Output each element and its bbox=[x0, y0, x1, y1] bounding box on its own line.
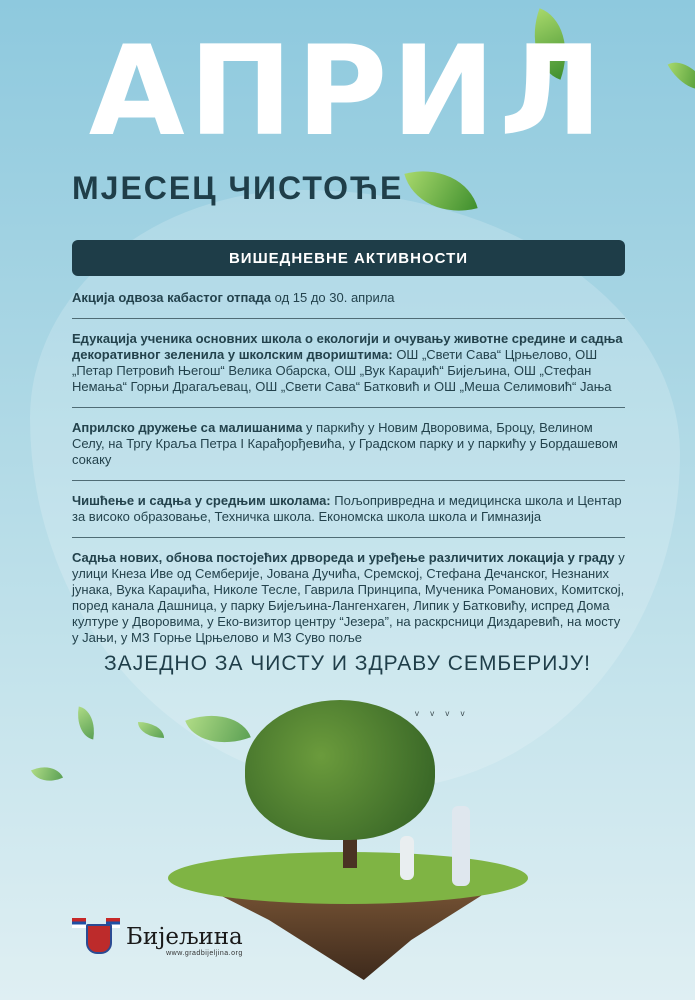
leaf-icon bbox=[74, 706, 99, 739]
page-title: АПРИЛ bbox=[88, 20, 607, 164]
city-logo bbox=[72, 918, 243, 962]
tree-icon bbox=[245, 700, 435, 840]
list-item bbox=[72, 331, 625, 408]
slogan: ЗАЈЕДНО ЗА ЧИСТУ И ЗДРАВУ СЕМБЕРИЈУ! bbox=[104, 652, 591, 675]
activity-details: Пољопривредна и медицинска школа и Центар за високо образовање, Техничка школа. Економска школа школа и Гимназија bbox=[72, 493, 622, 524]
woman-figure bbox=[452, 806, 470, 886]
activity-title: Априлско дружење са малишанима bbox=[72, 420, 303, 435]
page-subtitle: МЈЕСЕЦ ЧИСТОЋЕ bbox=[72, 170, 404, 206]
city-name: Бијељина bbox=[126, 923, 243, 950]
activities-list bbox=[72, 290, 625, 670]
list-item bbox=[72, 493, 625, 538]
city-website: www.gradbijeljina.org bbox=[166, 949, 243, 957]
activity-details: у паркићу у Новим Дворовима, Броцу, Велином Селу, на Тргу Краља Петра I Карађорђевића, у Градском парку и у паркићу у Бордашевом сокаку bbox=[72, 420, 618, 467]
activity-details: од 15 до 30. априла bbox=[271, 290, 395, 305]
section-banner bbox=[72, 240, 625, 276]
leaf-icon bbox=[138, 722, 164, 738]
activity-title: Акција одвоза кабастог отпада bbox=[72, 290, 272, 305]
activity-details: у улици Кнеза Иве од Семберије, Јована Дучића, Сремској, Стефана Дечанског, Незнаних јунака, Вука Караџића, Николе Тесле, Гаврила Принципа, Мученика Романових, Комитској, поред канала Дашница, у парку Бијељина-Лангенхаген, Липик у Батковићу, испред Дома културе у Дворовима, у Еко-визитор центру “Језера”, на раскрсници Диздаревић, на мосту у Јањи, у МЗ Горње Црњелово и МЗ Суво поље bbox=[72, 550, 625, 645]
section-banner-label: ВИШЕДНЕВНЕ АКТИВНОСТИ bbox=[228, 249, 469, 267]
list-item bbox=[72, 290, 625, 319]
activity-title: Чишћење и садња у средњим школама: bbox=[72, 493, 331, 508]
list-item bbox=[72, 420, 625, 481]
activity-details: ОШ „Свети Сава“ Црњелово, ОШ „Петар Петровић Његош“ Велика Обарска, ОШ „Вук Караџић“ Бијељина, ОШ „Стефан Немања“ Горњи Драгаљевац, ОШ „Свети Сава“ Батковић и ОШ „Меша Селимовић“ Јања bbox=[72, 347, 612, 394]
leaf-icon bbox=[31, 759, 63, 788]
child-figure bbox=[400, 836, 414, 880]
activity-title: Садња нових, обнова постојећих дрвореда и уређење различитих локација у граду bbox=[72, 550, 615, 565]
list-item bbox=[72, 550, 625, 658]
city-crest-icon bbox=[72, 918, 120, 962]
birds-icon: ᵛ ᵛ ᵛ ᵛ bbox=[415, 708, 469, 722]
activity-title: Едукација ученика основних школа о екологији и очувању животне средине и садња декоративног зеленила у школским двориштима: bbox=[72, 331, 623, 362]
